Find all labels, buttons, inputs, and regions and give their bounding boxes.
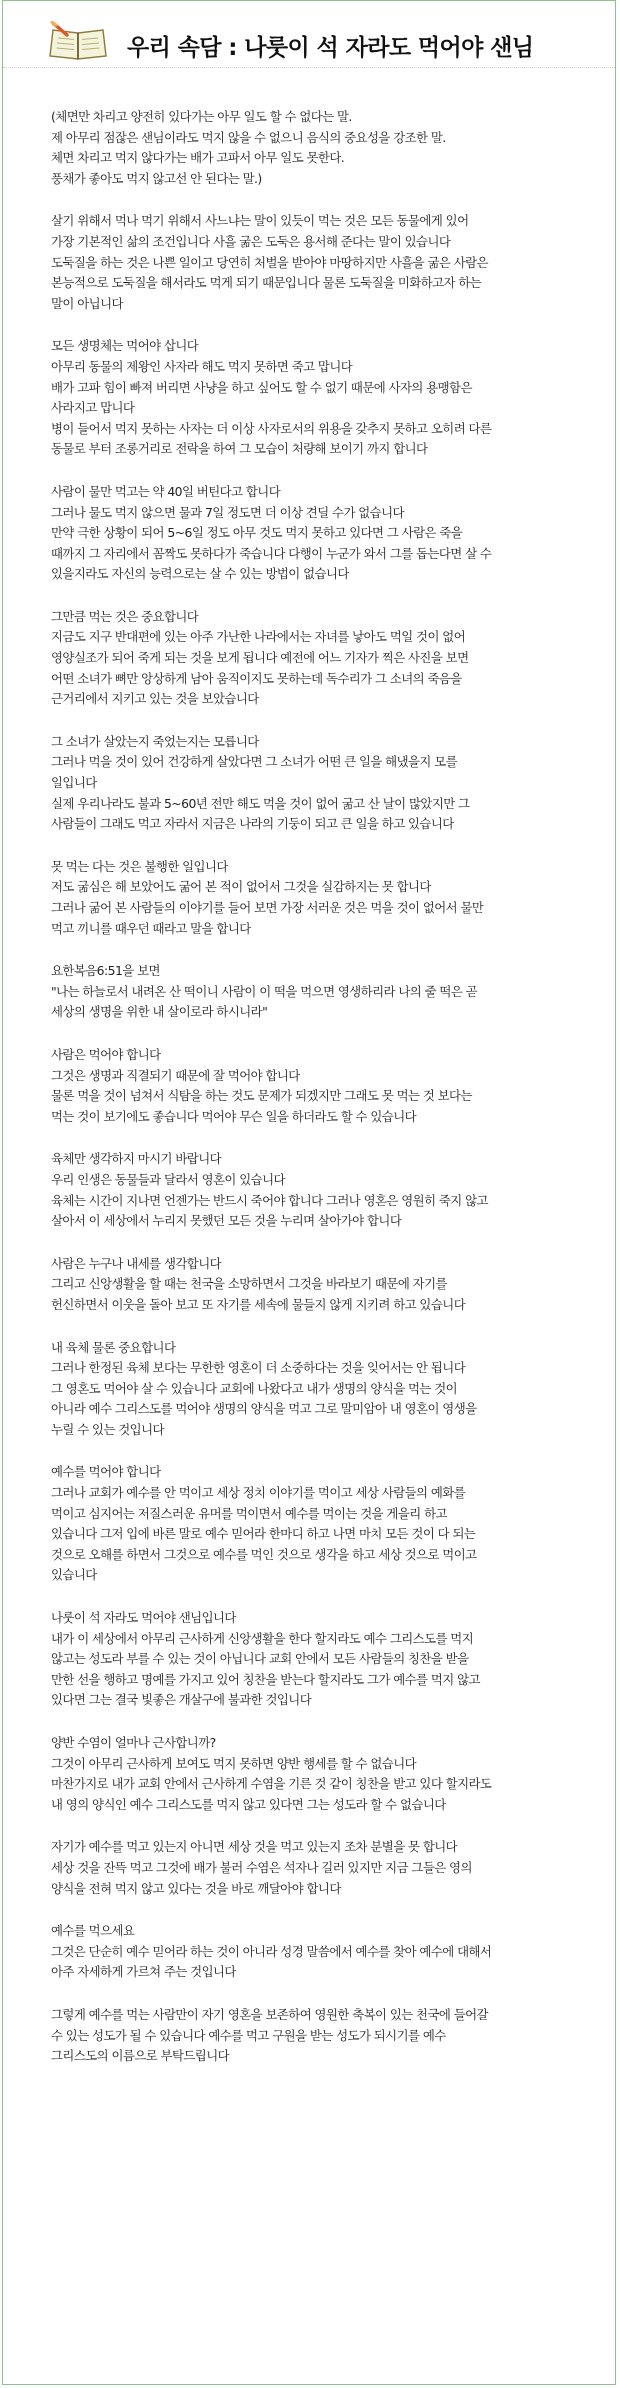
text-line: 저도 굶심은 해 보았어도 굶어 본 적이 없어서 그것을 실감하지는 못 합니다 <box>51 879 431 895</box>
text-line: 그만큼 먹는 것은 중요합니다 <box>51 608 199 624</box>
paragraph <box>51 732 599 835</box>
text-line: 마찬가지로 내가 교회 안에서 근사하게 수염을 기른 것 같이 칭찬을 받고 있다 할지라도 <box>51 1776 492 1792</box>
text-line: 그러나 먹을 것이 있어 건강하게 살았다면 그 소녀가 어떤 큰 일을 해냈을지 모를 <box>51 754 458 770</box>
text-line: 않고는 성도라 부를 수 있는 것이 아닙니다 교회 안에서 모든 사람들의 칭찬을 받을 <box>51 1651 469 1667</box>
paragraph <box>51 211 599 314</box>
paragraph <box>51 1254 599 1316</box>
text-line: 세상의 생명을 위한 내 살이로라 하시니라" <box>51 1004 268 1020</box>
text-line: 가장 기본적인 삶의 조건입니다 사흘 굶은 도둑은 용서해 준다는 말이 있습니다 <box>51 233 451 249</box>
text-line: 그러나 한정된 육체 보다는 무한한 영혼이 더 소중하다는 것을 잊어서는 안 됩니다 <box>51 1360 466 1376</box>
text-line: 만한 선을 행하고 명예를 가지고 있어 칭찬을 받는다 할지라도 그가 예수를 먹지 않고 <box>51 1671 480 1687</box>
paragraph <box>51 1338 599 1441</box>
text-line: 먹는 것이 보기에도 좋습니다 먹어야 무슨 일을 하더라도 할 수 있습니다 <box>51 1108 417 1124</box>
paragraph <box>51 107 599 189</box>
text-line: 배가 고파 힘이 빠져 버리면 사냥을 하고 싶어도 할 수 없기 때문에 사자의 용맹함은 <box>51 379 472 395</box>
text-line: 나룻이 석 자라도 먹어야 샌님입니다 <box>51 1610 236 1626</box>
paragraph <box>51 857 599 939</box>
open-book-icon <box>47 21 109 61</box>
text-line: 아니라 예수 그리스도를 먹어야 생명의 양식을 먹고 그로 말미암아 내 영혼이 영생을 <box>51 1401 477 1417</box>
text-line: 풍채가 좋아도 먹지 않고선 안 된다는 말.) <box>51 170 262 186</box>
paragraph <box>51 1837 599 1899</box>
text-line: 영양실조가 되어 죽게 되는 것을 보게 됩니다 예전에 어느 기자가 찍은 사진을 보면 <box>51 650 469 666</box>
text-line: 누릴 수 있는 것입니다 <box>51 1421 164 1437</box>
text-line: 수 있는 성도가 될 수 있습니다 예수를 먹고 구원을 받는 성도가 되시기를 예수 <box>51 2027 446 2043</box>
text-line: 살기 위해서 먹나 먹기 위해서 사느냐는 말이 있듯이 먹는 것은 모든 동물에게 있어 <box>51 213 469 229</box>
text-line: 사람이 물만 먹고는 약 40일 버틴다고 합니다 <box>51 483 281 499</box>
paragraph <box>51 2005 599 2067</box>
text-line: 우리 인생은 동물들과 달라서 영혼이 있습니다 <box>51 1171 285 1187</box>
text-line: 사람은 먹어야 합니다 <box>51 1046 161 1062</box>
text-line: 살아서 이 세상에서 누리지 못했던 모든 것을 누리며 살아가야 합니다 <box>51 1213 402 1229</box>
text-line: 병이 들어서 먹지 못하는 사자는 더 이상 사자로서의 위용을 갖추지 못하고 오히려 다른 <box>51 420 492 436</box>
text-line: 세상 것을 잔뜩 먹고 그것에 배가 불러 수염은 석자나 길러 있지만 지금 그들은 영의 <box>51 1859 472 1875</box>
text-line: 자기가 예수를 먹고 있는지 아니면 세상 것을 먹고 있는지 조차 분별을 못 합니다 <box>51 1839 458 1855</box>
paragraph <box>51 1462 599 1586</box>
text-line: 그 소녀가 살았는지 죽었는지는 모릅니다 <box>51 733 259 749</box>
text-line: 아주 자세하게 가르쳐 주는 것입니다 <box>51 1964 236 1980</box>
text-line: 사람은 누구나 내세를 생각합니다 <box>51 1255 222 1271</box>
text-line: 있습니다 그저 입에 바른 말로 예수 믿어라 한마디 하고 나면 마치 모든 것이 다 되는 <box>51 1526 476 1542</box>
text-line: 그리스도의 이름으로 부탁드립니다 <box>51 2048 230 2064</box>
text-line: 본능적으로 도둑질을 해서라도 먹게 되기 때문입니다 물론 도둑질을 미화하고자 하는 <box>51 275 482 291</box>
text-line: 동물로 부터 조롱거리로 전락을 하여 그 모습이 처량해 보이기 까지 합니다 <box>51 441 428 457</box>
paragraph <box>51 336 599 460</box>
text-line: 지금도 지구 반대편에 있는 아주 가난한 나라에서는 자녀를 낳아도 먹일 것이 없어 <box>51 629 466 645</box>
text-line: 것으로 오해를 하면서 그것으로 예수를 먹인 것으로 생각을 하고 세상 것으로 먹이고 <box>51 1546 477 1562</box>
text-line: 어떤 소녀가 뼈만 앙상하게 남아 움직이지도 못하는데 독수리가 그 소녀의 죽음을 <box>51 670 462 686</box>
text-line: 도둑질을 하는 것은 나쁜 일이고 당연히 처벌을 받아야 마땅하지만 사흘을 굶은 사람은 <box>51 254 488 270</box>
text-line: (체면만 차리고 양전히 있다가는 아무 일도 할 수 없다는 말. <box>51 109 352 124</box>
paragraph <box>51 961 599 1023</box>
text-line: 사라지고 맙니다 <box>51 400 135 416</box>
text-line: 내 육체 물론 중요합니다 <box>51 1339 176 1355</box>
text-line: 그리고 신앙생활을 할 때는 천국을 소망하면서 그것을 바라보기 때문에 자기를 <box>51 1276 447 1292</box>
text-line: 양반 수염이 얼마나 근사합니까? <box>51 1735 216 1750</box>
text-line: 요한복음6:51을 보면 <box>51 963 160 979</box>
text-line: 물론 먹을 것이 넘쳐서 식탐을 하는 것도 문제가 되겠지만 그래도 못 먹는 것 보다는 <box>51 1088 472 1104</box>
text-line: 예수를 먹어야 합니다 <box>51 1464 161 1480</box>
text-line: 그렇게 예수를 먹는 사람만이 자기 영혼을 보존하여 영원한 축복이 있는 천국에 들어갈 <box>51 2006 488 2022</box>
text-line: 먹고 끼니를 때우던 때라고 말을 합니다 <box>51 920 251 936</box>
text-line: 예수를 먹으세요 <box>51 1923 135 1939</box>
text-line: 먹이고 심지어는 저질스러운 유머를 먹이면서 예수를 먹이는 것을 게을리 하고 <box>51 1505 447 1521</box>
text-line: 있을지라도 자신의 능력으로는 살 수 있는 방법이 없습니다 <box>51 566 349 582</box>
text-line: 내 영의 양식인 예수 그리스도를 먹지 않고 있다면 그는 성도라 할 수 없습니다 <box>51 1796 446 1812</box>
post-header <box>3 1 615 68</box>
page-title: 우리 속담 : 나룻이 석 자라도 먹어야 샌님 <box>127 35 534 61</box>
text-line: 헌신하면서 이웃을 돌아 보고 또 자기를 세속에 물들지 않게 지키려 하고 있습니다 <box>51 1296 466 1312</box>
text-line: 말이 아닙니다 <box>51 295 123 311</box>
text-line: 그것은 단순히 예수 믿어라 하는 것이 아니라 성경 말씀에서 예수를 찾아 예수에 대해서 <box>51 1943 492 1959</box>
text-line: 모든 생명체는 먹어야 삽니다 <box>51 338 199 354</box>
text-line: 아무리 동물의 제왕인 사자라 해도 먹지 못하면 죽고 맙니다 <box>51 358 353 374</box>
text-line: 그것이 아무리 근사하게 보여도 먹지 못하면 양반 행세를 할 수 없습니다 <box>51 1755 417 1771</box>
paragraph <box>51 1045 599 1127</box>
article-body <box>51 107 599 2089</box>
text-line: 때까지 그 자리에서 꼼짝도 못하다가 죽습니다 다행이 누군가 와서 그를 돕는다면 살 수 <box>51 545 492 561</box>
text-line: 그 영혼도 먹어야 살 수 있습니다 교회에 나왔다고 내가 생명의 양식을 먹는 것이 <box>51 1380 458 1396</box>
text-line: 그러나 물도 먹지 않으면 물과 7일 정도면 더 이상 견딜 수가 없습니다 <box>51 504 404 520</box>
text-line: "나는 하늘로서 내려온 산 떡이니 사람이 이 떡을 먹으면 영생하리라 나의 줄 떡은 곧 <box>51 983 478 999</box>
text-line: 근거리에서 지키고 있는 것을 보았습니다 <box>51 691 259 707</box>
text-line: 실제 우리나라도 불과 5~60년 전만 해도 먹을 것이 없어 굶고 산 날이 많았지만 그 <box>51 795 470 811</box>
text-line: 육체만 생각하지 마시기 바랍니다 <box>51 1151 222 1167</box>
post-frame <box>2 0 616 2385</box>
text-line: 그러나 굶어 본 사람들의 이야기를 들어 보면 가장 서러운 것은 먹을 것이 없어서 물만 <box>51 900 484 915</box>
text-line: 있다면 그는 결국 빛좋은 개살구에 불과한 것입니다 <box>51 1692 312 1708</box>
paragraph <box>51 607 599 710</box>
paragraph <box>51 1608 599 1711</box>
text-line: 그러나 교회가 예수를 안 먹이고 세상 정치 이야기를 먹이고 세상 사람들의 예화를 <box>51 1485 466 1501</box>
text-line: 양식을 전혀 먹지 않고 있다는 것을 바로 깨달아야 합니다 <box>51 1880 341 1896</box>
text-line: 그것은 생명과 직결되기 때문에 잘 먹어야 합니다 <box>51 1067 300 1083</box>
text-line: 만약 극한 상황이 되어 5~6일 정도 아무 것도 먹지 못하고 있다면 그 사람은 죽을 <box>51 525 463 541</box>
text-line: 내가 이 세상에서 아무리 근사하게 신앙생활을 한다 할지라도 예수 그리스도를 먹지 <box>51 1630 474 1646</box>
text-line: 못 먹는 다는 것은 불행한 일입니다 <box>51 858 228 874</box>
paragraph <box>51 1733 599 1815</box>
text-line: 사람들이 그래도 먹고 자라서 지금은 나라의 기둥이 되고 큰 일을 하고 있습니다 <box>51 816 454 832</box>
paragraph <box>51 482 599 585</box>
text-line: 일입니다 <box>51 775 97 791</box>
text-line: 있습니다 <box>51 1567 97 1583</box>
paragraph <box>51 1921 599 1983</box>
text-line: 제 아무리 점잖은 샌님이라도 먹지 않을 수 없으니 음식의 중요성을 강조한 말. <box>51 129 446 145</box>
text-line: 육체는 시간이 지나면 언젠가는 반드시 죽어야 합니다 그러나 영혼은 영원히 죽지 않고 <box>51 1192 488 1208</box>
text-line: 체면 차리고 먹지 않다가는 배가 고파서 아무 일도 못한다. <box>51 150 345 166</box>
paragraph <box>51 1149 599 1231</box>
